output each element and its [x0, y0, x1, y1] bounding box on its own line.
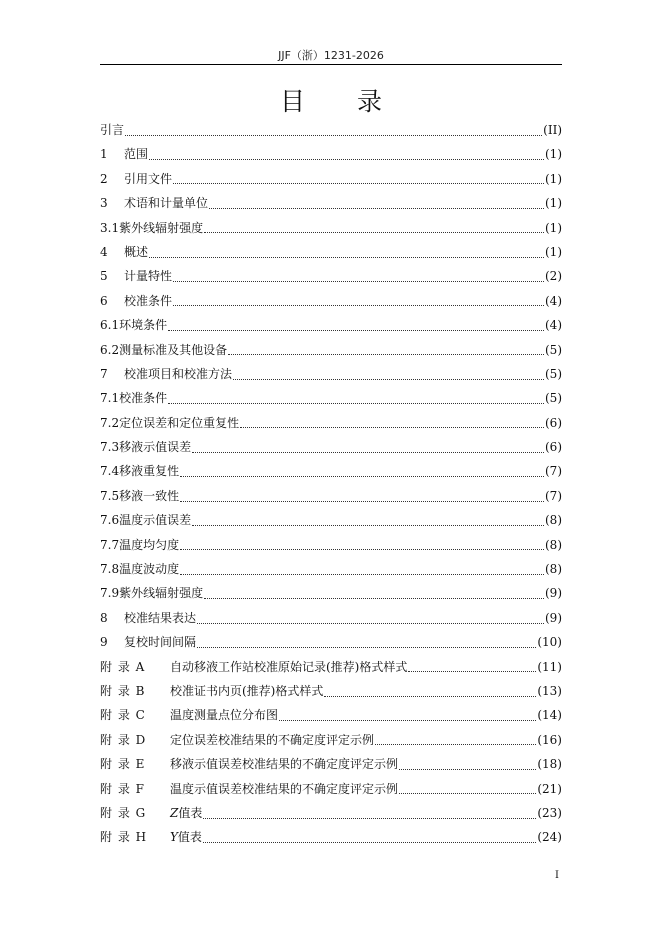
toc-entry-number: 2 [100, 171, 108, 186]
toc-entry[interactable] [100, 655, 562, 679]
toc-entry-number: 7.2 [100, 415, 120, 430]
toc-entry[interactable] [100, 801, 562, 825]
toc-leader-dots [192, 452, 544, 453]
toc-entry-label: 计量特性 [124, 269, 173, 284]
toc-entry-page: (7) [545, 464, 562, 479]
toc-leader-dots [168, 403, 544, 404]
toc-entry-page: (5) [545, 391, 562, 406]
toc-entry-number: 7.7 [100, 537, 120, 552]
table-of-contents [100, 118, 562, 850]
toc-entry[interactable] [100, 167, 562, 191]
toc-entry-page: (6) [545, 415, 562, 430]
toc-leader-dots [228, 354, 544, 355]
toc-leader-dots [240, 427, 544, 428]
toc-entry[interactable] [100, 606, 562, 630]
toc-leader-dots [173, 183, 544, 184]
toc-leader-dots [192, 525, 544, 526]
toc-entry-page: (11) [537, 659, 562, 674]
toc-entry-number: 7.8 [100, 562, 120, 577]
toc-entry-label: 自动移液工作站校准原始记录(推荐)格式样式 [170, 659, 408, 674]
toc-entry-page: (14) [537, 708, 562, 723]
toc-entry-number: 3.1 [100, 220, 120, 235]
toc-entry[interactable] [100, 728, 562, 752]
toc-entry[interactable] [100, 459, 562, 483]
toc-leader-dots [168, 330, 544, 331]
toc-entry[interactable] [100, 216, 562, 240]
toc-entry[interactable] [100, 118, 562, 142]
toc-entry-number: 7 [100, 366, 108, 381]
toc-entry-page: (4) [545, 293, 562, 308]
running-header: JJF（浙）1231-2026 [278, 49, 384, 62]
toc-entry-page: (8) [545, 562, 562, 577]
toc-entry-label: 术语和计量单位 [124, 196, 209, 211]
toc-entry-number: 附 录 D [100, 732, 147, 747]
toc-entry-number: 4 [100, 244, 108, 259]
toc-entry[interactable] [100, 289, 562, 313]
toc-entry-page: (8) [545, 537, 562, 552]
toc-entry-page: (7) [545, 488, 562, 503]
toc-entry-number: 5 [100, 269, 108, 284]
page-number: I [555, 870, 559, 881]
toc-entry-number: 3 [100, 196, 108, 211]
toc-entry-page: (2) [545, 269, 562, 284]
toc-entry-number: 9 [100, 635, 108, 650]
toc-entry-label: 移液一致性 [119, 488, 180, 503]
toc-leader-dots [180, 501, 544, 502]
toc-entry-label: 移液重复性 [119, 464, 180, 479]
toc-leader-dots [408, 671, 536, 672]
toc-leader-dots [197, 647, 536, 648]
toc-entry-number: 6.2 [100, 342, 120, 357]
toc-entry-page: (24) [537, 830, 562, 845]
toc-entry[interactable] [100, 240, 562, 264]
toc-entry[interactable] [100, 533, 562, 557]
toc-entry-page: (1) [545, 220, 562, 235]
toc-entry-page: (9) [545, 610, 562, 625]
toc-leader-dots [209, 208, 544, 209]
toc-entry-number: 附 录 E [100, 757, 146, 772]
toc-leader-dots [375, 744, 536, 745]
toc-entry-label: 范围 [124, 147, 149, 162]
toc-leader-dots [180, 574, 544, 575]
toc-entry-page: (II) [543, 123, 562, 137]
toc-leader-dots [324, 696, 536, 697]
toc-entry-page: (21) [537, 781, 562, 796]
toc-entry-page: (18) [537, 757, 562, 772]
toc-leader-dots [279, 720, 536, 721]
toc-entry[interactable] [100, 825, 562, 849]
toc-entry-label: Z值表 [170, 805, 203, 820]
toc-leader-dots [197, 623, 544, 624]
toc-entry-number: 6 [100, 293, 108, 308]
toc-entry-label: 温度示值误差 [119, 513, 192, 528]
toc-entry-page: (6) [545, 440, 562, 455]
toc-entry-number: 1 [100, 147, 108, 162]
toc-entry-label: 环境条件 [119, 318, 168, 333]
header-rule [100, 64, 562, 65]
toc-leader-dots [125, 135, 542, 136]
toc-entry-number: 7.6 [100, 513, 120, 528]
toc-entry-page: (10) [537, 635, 562, 650]
toc-entry[interactable] [100, 557, 562, 581]
toc-entry-number: 附 录 H [100, 830, 148, 845]
toc-entry-label: 移液示值误差校准结果的不确定度评定示例 [170, 757, 399, 772]
toc-entry-page: (16) [537, 732, 562, 747]
toc-entry-number: 7.9 [100, 586, 120, 601]
toc-entry-label: 温度测量点位分布图 [170, 708, 279, 723]
toc-entry-page: (5) [545, 366, 562, 381]
toc-entry-page: (5) [545, 342, 562, 357]
toc-entry[interactable] [100, 264, 562, 288]
toc-entry-number: 7.5 [100, 488, 120, 503]
toc-entry-page: (8) [545, 513, 562, 528]
toc-leader-dots [203, 818, 536, 819]
toc-entry-page: (13) [537, 683, 562, 698]
toc-entry[interactable] [100, 362, 562, 386]
toc-leader-dots [149, 159, 544, 160]
toc-entry-page: (1) [545, 147, 562, 162]
toc-entry-label: 校准条件 [119, 391, 168, 406]
toc-entry-label: Y值表 [170, 830, 202, 845]
toc-entry-label: 紫外线辐射强度 [119, 220, 204, 235]
toc-leader-dots [173, 305, 544, 306]
toc-entry-label: 校准结果表达 [124, 610, 197, 625]
toc-entry[interactable] [100, 142, 562, 166]
toc-entry-page: (4) [545, 318, 562, 333]
toc-entry-label: 温度均匀度 [119, 537, 180, 552]
toc-entry-label: 温度波动度 [119, 562, 180, 577]
title-char-right: 录 [357, 87, 383, 116]
toc-entry-page: (1) [545, 196, 562, 211]
toc-entry-number: 7.3 [100, 440, 120, 455]
toc-entry-label: 温度示值误差校准结果的不确定度评定示例 [170, 781, 399, 796]
toc-entry[interactable] [100, 484, 562, 508]
toc-entry-label: 移液示值误差 [119, 440, 192, 455]
toc-entry-label: 校准证书内页(推荐)格式样式 [170, 683, 324, 698]
toc-entry-number: 附 录 A [100, 659, 146, 674]
toc-entry[interactable] [100, 191, 562, 215]
toc-entry-label: 校准条件 [124, 293, 173, 308]
toc-entry-label: 引用文件 [124, 171, 173, 186]
toc-entry[interactable] [100, 581, 562, 605]
toc-entry-label: 复校时间间隔 [124, 635, 197, 650]
toc-leader-dots [204, 598, 544, 599]
toc-entry-label: 定位误差和定位重复性 [119, 415, 240, 430]
toc-entry-number: 附 录 C [100, 708, 146, 723]
toc-entry-page: (1) [545, 171, 562, 186]
toc-entry-number: 7.1 [100, 391, 120, 406]
toc-leader-dots [204, 232, 544, 233]
toc-entry[interactable] [100, 435, 562, 459]
toc-leader-dots [399, 793, 536, 794]
toc-entry-label: 校准项目和校准方法 [124, 366, 233, 381]
toc-entry[interactable] [100, 752, 562, 776]
toc-entry-page: (1) [545, 244, 562, 259]
toc-entry[interactable] [100, 313, 562, 337]
toc-entry[interactable] [100, 508, 562, 532]
page-title [0, 82, 662, 118]
toc-entry[interactable] [100, 703, 562, 727]
toc-leader-dots [173, 281, 544, 282]
toc-entry-number: 附 录 G [100, 805, 147, 820]
toc-entry-label: 引言 [100, 123, 125, 137]
toc-entry-number: 6.1 [100, 318, 120, 333]
toc-entry[interactable] [100, 630, 562, 654]
title-char-left: 目 [279, 87, 305, 116]
toc-entry-number: 附 录 B [100, 683, 146, 698]
toc-entry-label: 概述 [124, 244, 149, 259]
toc-entry-page: (9) [545, 586, 562, 601]
toc-entry[interactable] [100, 386, 562, 410]
toc-entry[interactable] [100, 679, 562, 703]
toc-leader-dots [149, 257, 544, 258]
toc-entry-label: 定位误差校准结果的不确定度评定示例 [170, 732, 375, 747]
toc-leader-dots [203, 842, 536, 843]
toc-leader-dots [233, 379, 544, 380]
toc-leader-dots [399, 769, 536, 770]
toc-entry[interactable] [100, 411, 562, 435]
toc-entry-page: (23) [537, 805, 562, 820]
toc-entry-number: 7.4 [100, 464, 120, 479]
toc-entry-label: 紫外线辐射强度 [119, 586, 204, 601]
toc-leader-dots [180, 476, 544, 477]
toc-entry[interactable] [100, 777, 562, 801]
toc-entry-label: 测量标准及其他设备 [119, 342, 228, 357]
toc-entry-number: 8 [100, 610, 108, 625]
toc-entry-number: 附 录 F [100, 781, 145, 796]
toc-entry[interactable] [100, 338, 562, 362]
toc-leader-dots [180, 549, 544, 550]
